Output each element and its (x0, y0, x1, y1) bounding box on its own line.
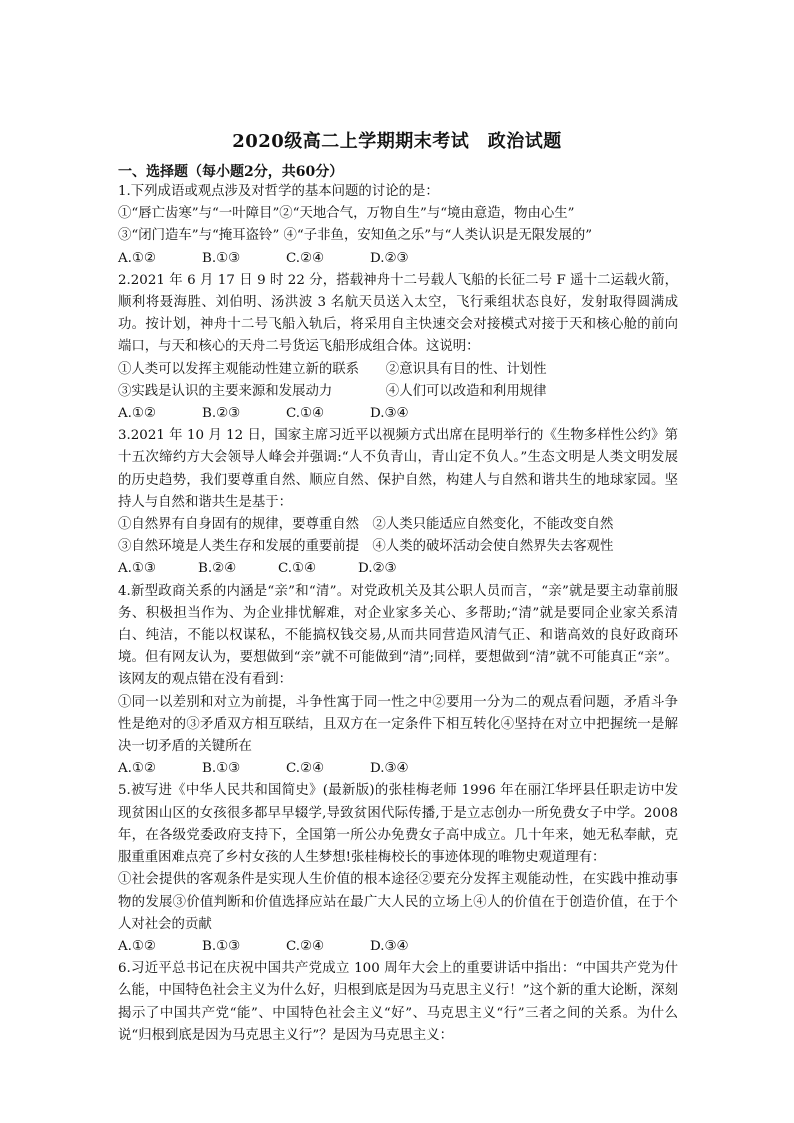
option-line: ①人类可以发挥主观能动性建立新的联系 ②意识具有目的性、计划性 (118, 361, 547, 377)
answer-c: C.②④ (286, 761, 325, 777)
answer-d: D.②③ (358, 561, 397, 577)
option-line: ①自然界有自身固有的规律，要尊重自然 ②人类只能适应自然变化，不能改变自然 (118, 517, 614, 533)
answer-b: B.②③ (202, 406, 241, 422)
question-stem: 2.2021 年 6 月 17 日 9 时 22 分，搭载神舟十二号载人飞船的长征二号 F 遥十二运载火箭，顺利将聂海胜、刘伯明、汤洪波 3 名航天员送入太空，飞行乘组状态良好，发射取得圆满成功。按计划，神舟十二号飞船入轨后，将采用自主快速交会对接模式对接于天和核心舱的前向端口，与天和核心的天舟二号货运飞船形成组合体。这说明： (118, 272, 678, 355)
question-stem: 3.2021 年 10 月 12 日，国家主席习近平以视频方式出席在昆明举行的《生物多样性公约》第十五次缔约方大会领导人峰会并强调:“人不负青山，青山定不负人。”生态文明是人类文明发展的历史趋势，我们要尊重自然、顺应自然、保护自然，构建人与自然和谐共生的地球家园。坚持人与自然和谐共生是基于： (118, 428, 678, 510)
answer-d: D.②③ (370, 250, 409, 266)
answer-a: A.①② (118, 761, 156, 777)
answer-a: A.①② (118, 250, 156, 266)
answer-c: C.①④ (286, 406, 325, 422)
option-line: ③实践是认识的主要来源和发展动力 ④人们可以改造和利用规律 (118, 383, 547, 399)
answer-choices (118, 758, 678, 780)
answer-a: A.①② (118, 938, 156, 954)
answer-choices (118, 936, 678, 958)
question-4 (118, 581, 678, 781)
question-list (118, 181, 678, 1047)
answer-b: B.①③ (202, 938, 241, 954)
answer-c: C.②④ (286, 250, 325, 266)
question-2 (118, 270, 678, 425)
answer-c: C.②④ (286, 938, 325, 954)
answer-a: A.①② (118, 406, 156, 422)
option-line: ③自然环境是人类生存和发展的重要前提 ④人类的破坏活动会使自然界失去客观性 (118, 539, 614, 555)
answer-choices (118, 558, 678, 580)
page-title: 2020级高二上学期期末考试 政治试题 (232, 131, 562, 152)
question-3 (118, 425, 678, 580)
answer-d: D.③④ (370, 761, 409, 777)
answer-b: B.①③ (202, 761, 241, 777)
question-6 (118, 958, 678, 1047)
option-paragraph: ①社会提供的客观条件是实现人生价值的根本途径②要充分发挥主观能动性，在实践中推动事物的发展③价值判断和价值选择应站在最广大人民的立场上④人的价值在于创造价值，在于个人对社会的贡献 (118, 872, 678, 932)
answer-c: C.①④ (278, 561, 317, 577)
answer-choices (118, 403, 678, 425)
question-1 (118, 181, 678, 270)
question-stem: 6.习近平总书记在庆祝中国共产党成立 100 周年大会上的重要讲话中指出：“中国共产党为什么能，中国特色社会主义为什么好，归根到底是因为马克思主义行！”这个新的重大论断，深刻揭示了中国共产党“能”、中国特色社会主义“好”、马克思主义“行”三者之间的关系。为什么说“归根到底是因为马克思主义行”？是因为马克思主义： (118, 961, 678, 1043)
question-5 (118, 780, 678, 958)
answer-a: A.①③ (118, 561, 156, 577)
option-line: ③“闭门造车”与“掩耳盗铃” ④“子非鱼，安知鱼之乐”与“人类认识是无限发展的” (118, 228, 593, 244)
answer-choices (118, 248, 678, 270)
section-heading: 一、选择题（每小题2分，共60分） (118, 164, 344, 180)
option-paragraph: ①同一以差别和对立为前提，斗争性寓于同一性之中②要用一分为二的观点看问题，矛盾斗争性是绝对的③矛盾双方相互联结，且双方在一定条件下相互转化④坚持在对立中把握统一是解决一切矛盾的关键所在 (118, 694, 678, 755)
question-stem: 4.新型政商关系的内涵是“亲”和“清”。对党政机关及其公职人员而言，“亲”就是要主动靠前服务、积极担当作为、为企业排忧解难，对企业家多关心、多帮助;“清”就是要同企业家关系清白、纯洁，不能以权谋私，不能搞权钱交易,从而共同营造风清气正、和谐高效的良好政商环境。但有网友认为，要想做到“亲”就不可能做到“清”;同样，要想做到“清”就不可能真正“亲”。该网友的观点错在没有看到： (118, 583, 678, 688)
answer-b: B.①③ (202, 250, 241, 266)
question-stem: 5.被写进《中华人民共和国简史》(最新版)的张桂梅老师 1996 年在丽江华坪县任职走访中发现贫困山区的女孩很多都早早辍学,导致贫困代际传播,于是立志创办一所免费女子中学。2008 年，在各级党委政府支持下，全国第一所公办免费女子高中成立。几十年来，她无私奉献，克服重重困难点亮了乡村女孩的人生梦想!张桂梅校长的事迹体现的唯物史观道理有： (118, 783, 678, 866)
answer-d: D.③④ (370, 406, 409, 422)
answer-d: D.③④ (370, 938, 409, 954)
option-line: ①“唇亡齿寒”与“一叶障目”②“天地合气，万物自生”与“境由意造，物由心生” (118, 206, 575, 222)
question-stem: 1.下列成语或观点涉及对哲学的基本问题的讨论的是： (118, 184, 439, 199)
answer-b: B.②④ (198, 561, 237, 577)
